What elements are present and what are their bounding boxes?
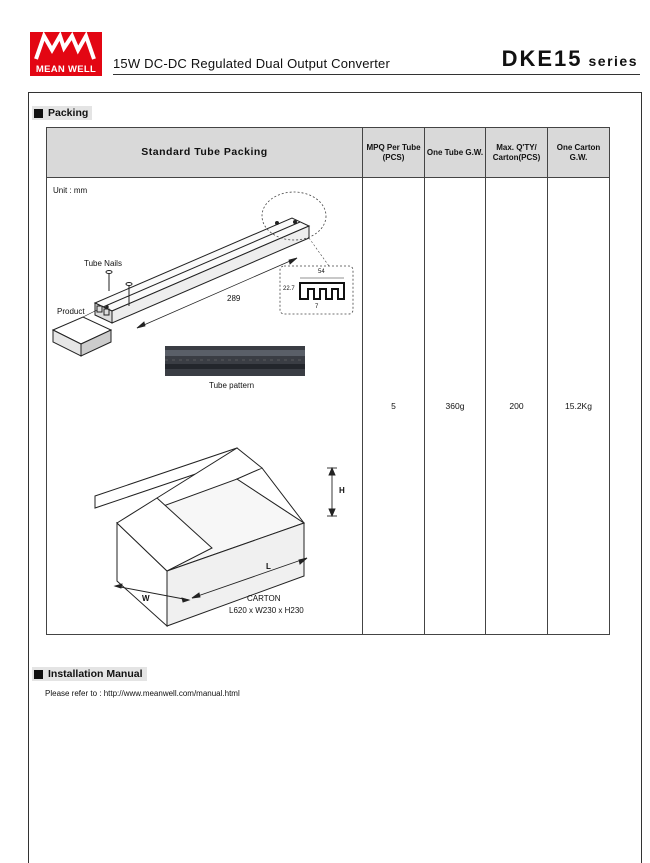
- meanwell-logo: [30, 32, 102, 76]
- installation-manual-link[interactable]: Please refer to : http://www.meanwell.com/manual.html: [45, 689, 240, 698]
- document-title: 15W DC-DC Regulated Dual Output Converter: [113, 56, 390, 71]
- product-label: Product: [57, 307, 85, 316]
- tube-length-label: 289: [227, 294, 241, 303]
- col-max-qty: Max. Q'TY/ Carton(PCS): [486, 128, 548, 178]
- section-width-label: 54: [318, 269, 325, 275]
- packing-heading-text: Packing: [48, 107, 89, 119]
- carton-size-label: L620 x W230 x H230: [229, 606, 304, 615]
- max-qty-value: 200: [486, 178, 548, 635]
- carton-label: CARTON: [247, 594, 281, 603]
- packing-illustration-cell: [47, 178, 363, 635]
- header-rule: [113, 74, 640, 75]
- carton-height-label: H: [339, 486, 345, 495]
- col-one-carton-gw: One Carton G.W.: [548, 128, 610, 178]
- mpq-value: 5: [363, 178, 425, 635]
- model-number: DKE15: [501, 46, 583, 71]
- section-height-label: 22.7: [283, 286, 295, 292]
- carton-length-label: L: [266, 562, 271, 571]
- bullet-square-icon: [34, 109, 43, 118]
- tube-pattern-label: Tube pattern: [209, 381, 255, 390]
- carton-width-label: W: [142, 594, 150, 603]
- unit-label: Unit : mm: [53, 186, 88, 195]
- model-name: [502, 46, 638, 72]
- col-one-tube-gw: One Tube G.W.: [425, 128, 486, 178]
- one-carton-gw-value: 15.2Kg: [548, 178, 610, 635]
- magnifier-leader-icon: [309, 238, 329, 266]
- mw-logo-icon: [30, 32, 102, 62]
- packing-table-row: [47, 178, 610, 635]
- section-slot-label: 7: [315, 304, 319, 310]
- packing-section-heading: [32, 106, 92, 120]
- brand-name: MEAN WELL: [35, 64, 97, 75]
- col-standard-tube-packing: Standard Tube Packing: [47, 128, 363, 178]
- tube-drawing-icon: [95, 218, 309, 323]
- packing-illustration: [47, 178, 363, 636]
- tube-nails-label: Tube Nails: [84, 259, 122, 268]
- tube-pattern-photo-icon: [165, 346, 305, 376]
- bullet-square-icon: [34, 670, 43, 679]
- product-module-icon: [53, 317, 111, 356]
- packing-table-header-row: [47, 128, 610, 178]
- col-mpq: MPQ Per Tube (PCS): [363, 128, 425, 178]
- installation-section-heading: [32, 667, 147, 681]
- installation-heading-text: Installation Manual: [48, 668, 143, 680]
- model-series: series: [588, 53, 638, 69]
- one-tube-gw-value: 360g: [425, 178, 486, 635]
- cross-section-profile-icon: [300, 283, 344, 299]
- packing-table: [46, 127, 610, 635]
